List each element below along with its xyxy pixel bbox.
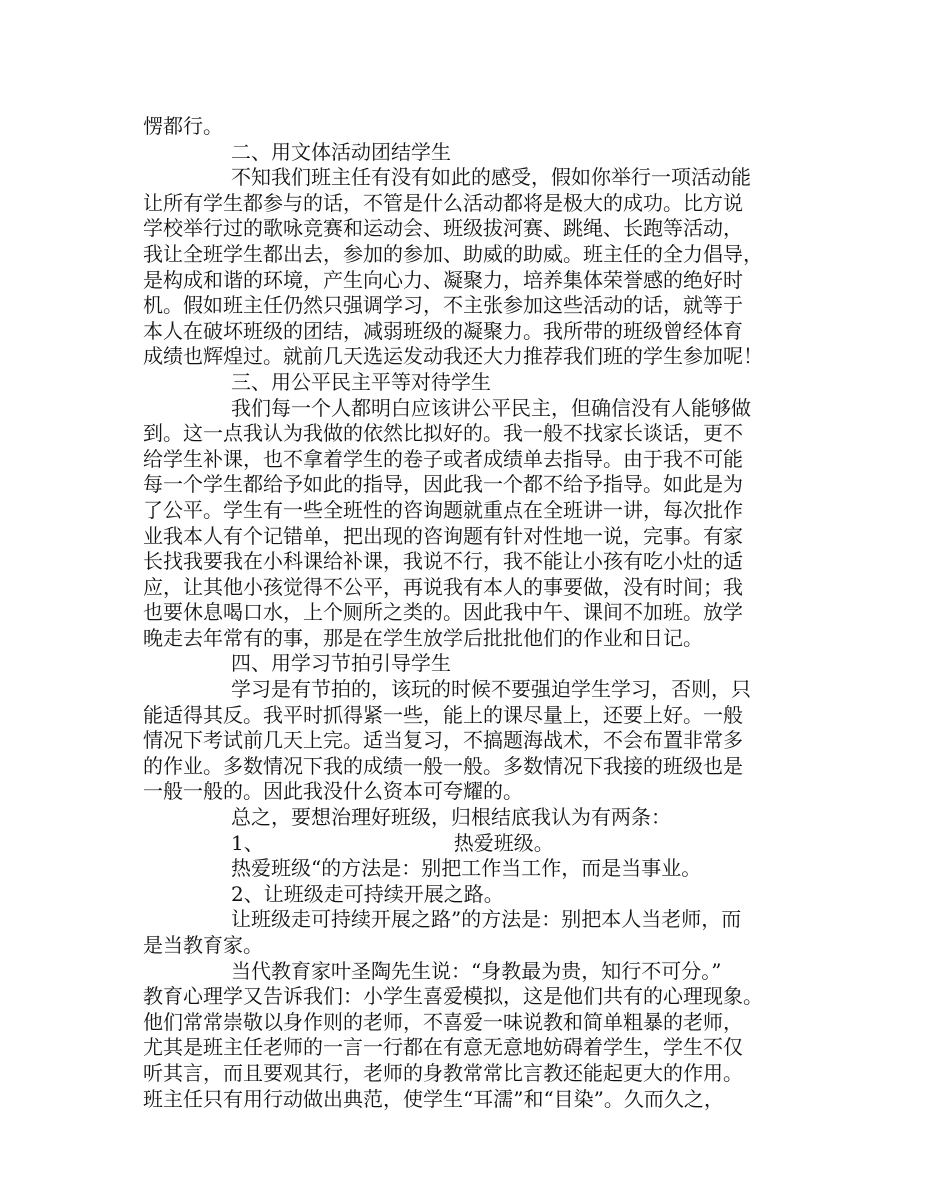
text-line: 每一个学生都给予如此的指导，因此我一个都不给予指导。如此是为 bbox=[143, 472, 743, 497]
text-line: 一般一般的。因此我没什么资本可夸耀的。 bbox=[143, 779, 523, 804]
text-line: 学校举行过的歌咏竞赛和运动会、班级拔河赛、跳绳、长跑等活动， bbox=[143, 216, 743, 241]
text-line: 也要休息喝口水，上个厕所之类的。因此我中午、课间不加班。放学 bbox=[143, 600, 743, 625]
text-line: 给学生补课，也不拿着学生的卷子或者成绩单去指导。由于我不可能 bbox=[143, 446, 743, 471]
text-line: 听其言，而且要观其行，老师的身教常常比言教还能起更大的作用。 bbox=[143, 1060, 743, 1085]
text-line: 业我本人有个记错单，把出现的咨询题有针对性地一说，完事。有家 bbox=[143, 523, 743, 548]
list-item: 2、让班级走可持续开展之路。 bbox=[231, 881, 504, 906]
list-item bbox=[143, 831, 828, 857]
text-line: 本人在破坏班级的团结，减弱班级的凝聚力。我所带的班级曾经体育 bbox=[143, 318, 743, 343]
text-line: 当代教育家叶圣陶先生说：“身教最为贵，知行不可分。” bbox=[231, 958, 722, 983]
text-line: 热爱班级“的方法是：别把工作当工作，而是当事业。 bbox=[231, 856, 702, 881]
text-line: 是当教育家。 bbox=[143, 933, 263, 957]
list-item-number: 1、 bbox=[231, 830, 264, 855]
text-line: 晚走去年常有的事，那是在学生放学后批批他们的作业和日记。 bbox=[143, 625, 703, 650]
text-line: 应，让其他小孩觉得不公平，再说我有本人的事要做，没有时间；我 bbox=[143, 574, 743, 599]
text-line: 班主任只有用行动做出典范，使学生“耳濡”和“目染”。久而久之， bbox=[143, 1086, 724, 1111]
list-item-text: 热爱班级。 bbox=[453, 830, 554, 855]
text-line: 我让全班学生都出去，参加的参加、助威的助威。班主任的全力倡导， bbox=[143, 241, 763, 266]
section-heading: 三、用公平民主平等对待学生 bbox=[231, 369, 491, 394]
document-body bbox=[143, 114, 828, 1112]
text-line: 总之，要想治理好班级，归根结底我认为有两条： bbox=[231, 805, 671, 830]
text-line: 能适得其反。我平时抓得紧一些，能上的课尽量上，还要上好。一般 bbox=[143, 702, 743, 727]
section-heading: 二、用文体活动团结学生 bbox=[231, 139, 451, 164]
text-line: 了公平。学生有一些全班性的咨询题就重点在全班讲一讲，每次批作 bbox=[143, 497, 743, 522]
text-line: 是构成和谐的环境，产生向心力、凝聚力，培养集体荣誉感的绝好时 bbox=[143, 267, 743, 292]
text-line: 尤其是班主任老师的一言一行都在有意无意地妨碍着学生，学生不仅 bbox=[143, 1035, 743, 1060]
text-line: 的作业。多数情况下我的成绩一般一般。多数情况下我接的班级也是 bbox=[143, 753, 743, 778]
text-line: 愣都行。 bbox=[143, 114, 223, 138]
text-line: 学习是有节拍的，该玩的时候不要强迫学生学习，否则，只 bbox=[231, 677, 751, 702]
text-line: 长找我要我在小科课给补课，我说不行，我不能让小孩有吃小灶的适 bbox=[143, 549, 743, 574]
text-line: 不知我们班主任有没有如此的感受，假如你举行一项活动能 bbox=[231, 165, 751, 190]
text-line: 让所有学生都参与的话，不管是什么活动都将是极大的成功。比方说 bbox=[143, 190, 743, 215]
text-line: 情况下考试前几天上完。适当复习，不搞题海战术，不会布置非常多 bbox=[143, 728, 743, 753]
text-line: 让班级走可持续开展之路”的方法是：别把本人当老师，而 bbox=[231, 907, 742, 932]
text-line: 教育心理学又告诉我们：小学生喜爱模拟，这是他们共有的心理现象。 bbox=[143, 984, 763, 1009]
text-line: 我们每一个人都明白应该讲公平民主，但确信没有人能够做 bbox=[231, 395, 751, 420]
section-heading: 四、用学习节拍引导学生 bbox=[231, 651, 451, 676]
text-line: 到。这一点我认为我做的依然比拟好的。我一般不找家长谈话，更不 bbox=[143, 421, 743, 446]
text-line: 成绩也辉煌过。就前几天选运发动我还大力推荐我们班的学生参加呢！ bbox=[143, 344, 763, 369]
text-line: 机。假如班主任仍然只强调学习，不主张参加这些活动的话，就等于 bbox=[143, 293, 743, 318]
text-line: 他们常常崇敬以身作则的老师，不喜爱一味说教和简单粗暴的老师， bbox=[143, 1009, 743, 1034]
